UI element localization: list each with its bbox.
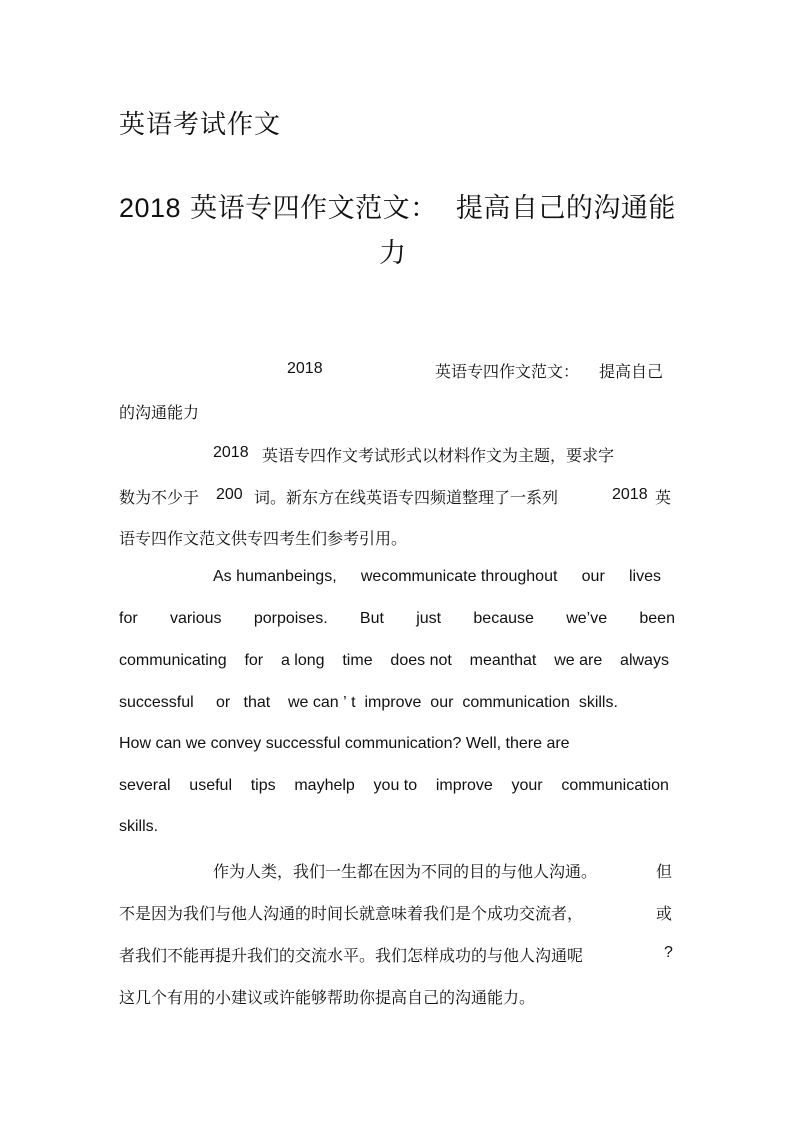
- english-line-4: [119, 694, 618, 712]
- english-word: we can: [287, 694, 339, 711]
- chinese-line-2-end: 或: [656, 904, 673, 923]
- intro-line1: 英语专四作文考试形式以材料作文为主题，要求字: [262, 446, 615, 465]
- english-word: useful: [189, 777, 232, 794]
- english-word: our: [430, 694, 454, 711]
- english-word: just: [416, 610, 442, 627]
- english-word: or: [215, 694, 231, 711]
- intro-line2-c: 英: [655, 488, 672, 507]
- subtitle-year: 2018: [287, 360, 323, 377]
- chinese-line-3-end: ?: [664, 944, 673, 961]
- english-word: skills.: [578, 694, 618, 711]
- intro-line3: 语专四作文范文供专四考生们参考引用。: [119, 529, 408, 548]
- english-word: communicating: [119, 652, 227, 669]
- chinese-line-2: 不是因为我们与他人沟通的时间长就意味着我们是个成功交流者，: [119, 904, 584, 923]
- intro-line2-num: 200: [216, 486, 243, 503]
- english-word: time: [342, 652, 373, 669]
- english-word: various: [169, 610, 222, 627]
- english-word: we are: [554, 652, 603, 669]
- english-word: been: [639, 610, 675, 627]
- document-title: [119, 186, 676, 225]
- english-word: As humanbeings,: [213, 568, 337, 585]
- english-word: for: [119, 610, 138, 627]
- chinese-line-4: 这几个有用的小建议或许能够帮助你提高自己的沟通能力。: [119, 988, 536, 1007]
- intro-line2-year: 2018: [612, 486, 648, 503]
- english-word: tips: [250, 777, 276, 794]
- subtitle-line2: 的沟通能力: [119, 403, 200, 422]
- english-word: But: [359, 610, 384, 627]
- document-header: 英语考试作文: [119, 110, 282, 140]
- english-word: that: [243, 694, 271, 711]
- english-word: successful: [119, 694, 194, 711]
- document-title-line2: 力: [379, 238, 406, 269]
- english-word: you to: [373, 777, 418, 794]
- english-line-5: How can we convey successful communication? Well, there are: [119, 735, 570, 752]
- intro-line2-b: 词。新东方在线英语专四频道整理了一系列: [254, 488, 559, 507]
- chinese-line-1: 作为人类，我们一生都在因为不同的目的与他人沟通。: [213, 862, 598, 881]
- intro-line2-a: 数为不少于: [119, 488, 200, 507]
- english-word: because: [473, 610, 534, 627]
- english-word: ’: [343, 694, 347, 711]
- english-word: porpoises.: [253, 610, 328, 627]
- english-word: for: [244, 652, 264, 669]
- chinese-line-1-end: 但: [656, 862, 673, 881]
- english-word: your: [511, 777, 543, 794]
- english-line-2: [119, 610, 675, 628]
- english-word: we’ve: [566, 610, 608, 627]
- english-word: our: [581, 568, 605, 585]
- english-word: wecommunicate throughout: [360, 568, 558, 585]
- english-word: communication: [462, 694, 570, 711]
- english-line-3: [119, 652, 669, 670]
- chinese-line-3: 者我们不能再提升我们的交流水平。我们怎样成功的与他人沟通呢: [119, 946, 584, 965]
- english-line-7: skills.: [119, 818, 159, 835]
- english-word: lives: [628, 568, 661, 585]
- title-text: 英语专四作文范文： 提高自己的沟通能: [181, 193, 676, 224]
- english-word: a long: [280, 652, 325, 669]
- subtitle-part2: 提高自己: [599, 362, 664, 381]
- english-word: always: [620, 652, 669, 669]
- english-word: mayhelp: [294, 777, 355, 794]
- title-year: 2018: [119, 193, 182, 223]
- english-word: t: [351, 694, 356, 711]
- english-word: meanthat: [469, 652, 537, 669]
- english-word: does not: [390, 652, 452, 669]
- subtitle-part1: 英语专四作文范文：: [435, 362, 580, 381]
- english-word: improve: [364, 694, 422, 711]
- english-line-6: [119, 777, 669, 795]
- english-word: communication: [561, 777, 669, 794]
- intro-year: 2018: [213, 444, 249, 461]
- english-word: improve: [435, 777, 493, 794]
- english-line-1: [213, 568, 661, 586]
- english-word: several: [119, 777, 171, 794]
